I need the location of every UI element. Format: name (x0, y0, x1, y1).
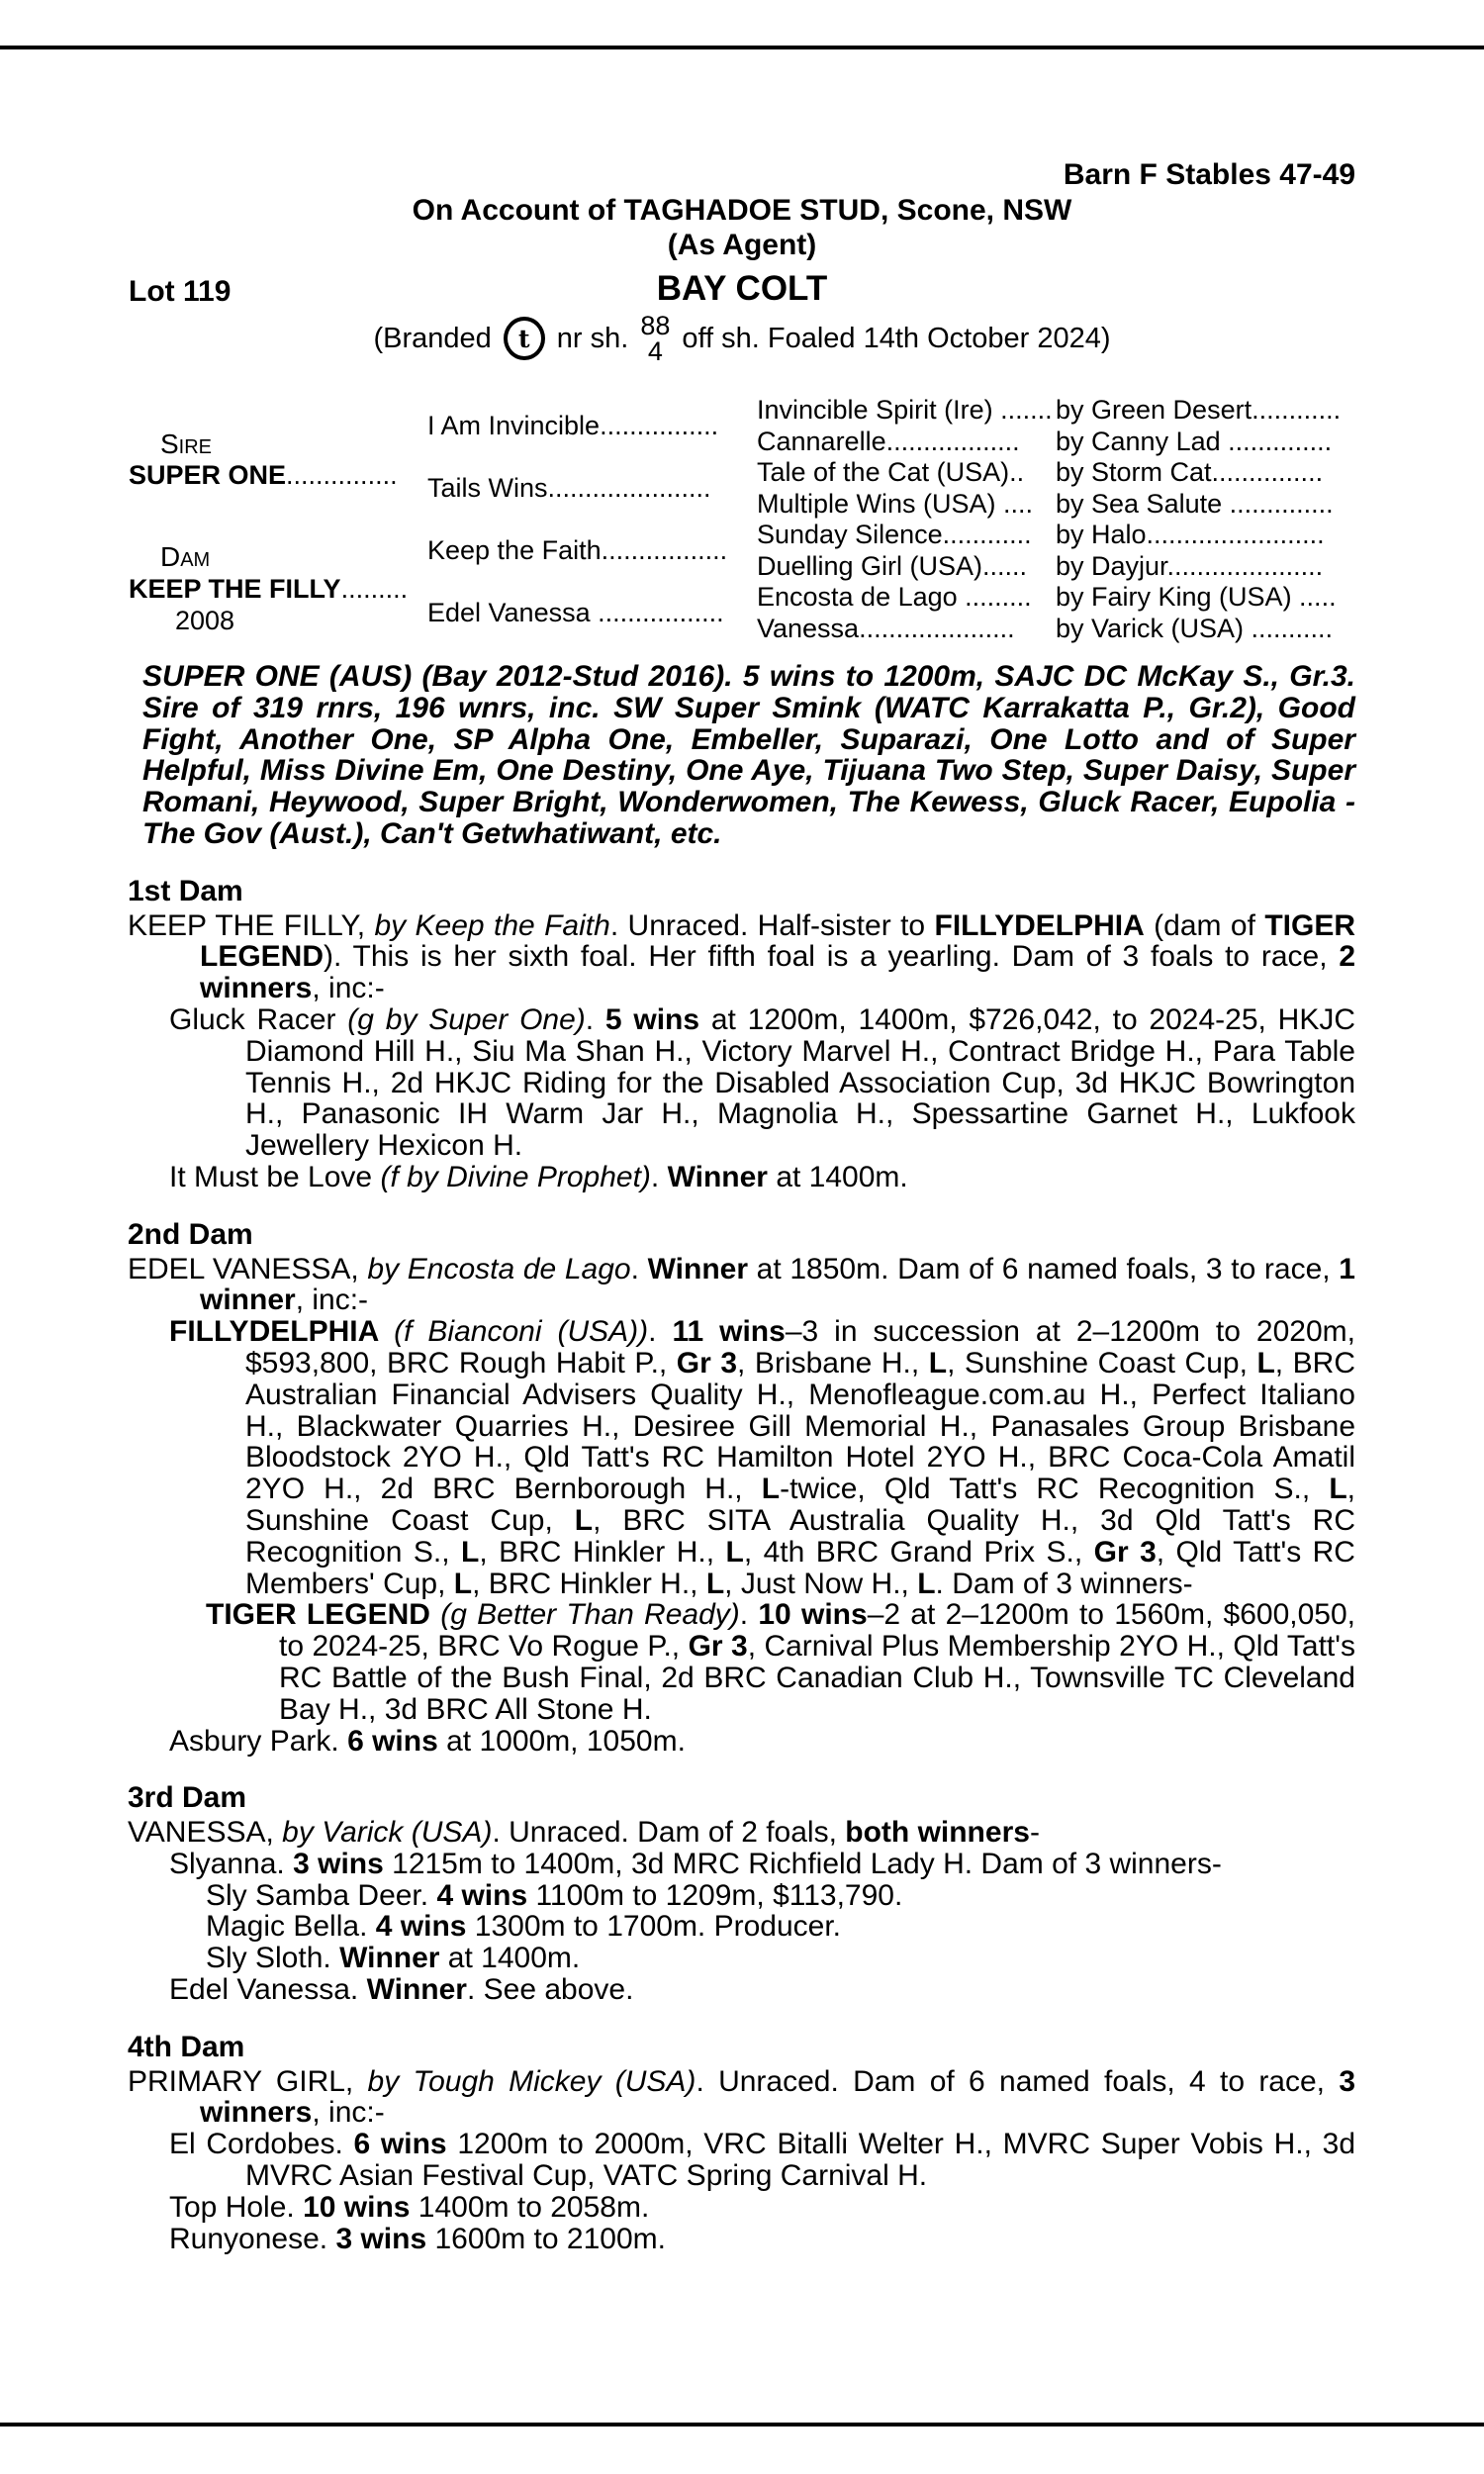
dam-name (129, 574, 408, 605)
text-segment: FILLYDELPHIA (934, 908, 1145, 942)
text-segment: VANESSA, (128, 1816, 283, 1850)
text-segment: Winner (647, 1252, 749, 1285)
pedigree-cell: I Am Invincible................ (427, 411, 719, 440)
text-segment: Edel Vanessa. (169, 1973, 367, 2007)
progeny-paragraph (128, 1911, 1355, 1943)
brand-line-suffix: off sh. Foaled 14th October 2024) (682, 322, 1111, 354)
pedigree-table (128, 391, 1355, 658)
consignor-line: On Account of TAGHADOE STUD, Scone, NSW (412, 194, 1072, 227)
progeny-paragraph (128, 1849, 1355, 1880)
pedigree-cell: by Dayjur..................... (1056, 551, 1324, 581)
pedigree-cell: Tale of the Cat (USA).. (757, 457, 1025, 487)
text-segment: (f Bianconi (USA)) (394, 1315, 649, 1349)
text-segment: . (630, 1252, 648, 1285)
text-segment: by Tough Mickey (USA) (367, 2064, 696, 2098)
text-segment: Sly Samba Deer. (206, 1878, 437, 1912)
dam-section-heading: 2nd Dam (128, 1217, 253, 1251)
pedigree-cell: Cannarelle.................. (757, 427, 1020, 456)
text-segment: L (574, 1503, 594, 1537)
text-segment: at 1000m, 1050m. (437, 1724, 686, 1758)
text-segment: L (461, 1535, 480, 1569)
text-segment: PRIMARY GIRL, (128, 2064, 368, 2098)
text-segment: FILLYDELPHIA (169, 1315, 395, 1349)
text-segment: TIGER LEGEND (200, 908, 1356, 974)
brand-line (0, 313, 1484, 364)
text-segment: Winner (339, 1942, 440, 1975)
text-segment: 1200m to 2000m, VRC Bitalli Welter H., MVRC Super Vobis H., 3d MVRC Asian Festival Cup, VATC Spring Carnival H. (245, 2128, 1356, 2193)
text-segment: -twice, Qld Tatt's RC Recognition S., (780, 1473, 1330, 1506)
catalog-body (128, 661, 1355, 2254)
text-segment: , 4th BRC Grand Prix S., (743, 1535, 1094, 1569)
text-segment: L (917, 1567, 936, 1600)
sire-label: Sire (160, 428, 213, 459)
progeny-paragraph (128, 1004, 1355, 1162)
progeny-paragraph (128, 1974, 1355, 2006)
text-segment: , inc:- (312, 2096, 385, 2130)
progeny-paragraph (128, 1254, 1355, 1317)
brand-line-near-side: nr sh. (556, 322, 629, 354)
text-segment: , Qld Tatt's RC Members' Cup, (245, 1535, 1355, 1600)
dam-label: Dam (160, 541, 211, 572)
text-segment: 4 wins (375, 1910, 467, 1944)
pedigree-cell: Vanessa..................... (757, 614, 1015, 643)
text-segment: , Sunshine Coast Cup, (245, 1473, 1355, 1537)
dam-section-heading: 4th Dam (128, 2030, 245, 2063)
pedigree-cell: Invincible Spirit (Ire) ....... (757, 395, 1053, 425)
pedigree-cell: by Halo........................ (1056, 520, 1325, 549)
text-segment: ). This is her sixth foal. Her fifth foal is a yearling. Dam of 3 foals to race, (324, 940, 1340, 974)
text-segment: . See above. (466, 1973, 634, 2007)
brand-icon (504, 317, 545, 360)
text-segment: 10 wins (303, 2190, 411, 2224)
text-segment: at 1400m. (439, 1942, 581, 1975)
text-segment: by Encosta de Lago (367, 1252, 631, 1285)
progeny-paragraph (128, 1726, 1355, 1758)
text-segment: 3 wins (293, 1847, 384, 1880)
text-segment: (dam of (1144, 908, 1265, 942)
sire-name-text: SUPER ONE (129, 460, 287, 490)
text-segment: 3 winners (200, 2064, 1355, 2130)
text-segment: It Must be Love (169, 1160, 381, 1193)
lot-number: Lot 119 (129, 275, 232, 308)
text-segment: , BRC Hinkler H., (479, 1535, 726, 1569)
pedigree-cell: Keep the Faith................. (427, 535, 728, 565)
text-segment: TIGER LEGEND (206, 1598, 441, 1632)
pedigree-cell: Edel Vanessa ................. (427, 598, 724, 627)
text-segment: Gr 3 (1093, 1535, 1157, 1569)
progeny-paragraph (128, 1162, 1355, 1193)
text-segment: 5 wins (604, 1002, 700, 1036)
text-segment: Sly Sloth. (206, 1942, 340, 1975)
text-segment: Runyonese. (169, 2222, 336, 2255)
text-segment: 10 wins (758, 1598, 868, 1632)
text-segment: - (1029, 1816, 1040, 1850)
text-segment: (g Better Than Ready) (440, 1598, 740, 1632)
text-segment: 4 wins (436, 1878, 528, 1912)
text-segment: . Unraced. Dam of 6 named foals, 4 to race, (696, 2064, 1340, 2098)
text-segment: at 1850m. Dam of 6 named foals, 3 to race, (748, 1252, 1340, 1285)
dam-section-heading: 3rd Dam (128, 1781, 247, 1815)
text-segment: Slyanna. (169, 1847, 294, 1880)
sire-name-dots: ............... (286, 460, 398, 490)
pedigree-cell: Duelling Girl (USA)...... (757, 551, 1028, 581)
text-segment: (f by Divine Prophet) (380, 1160, 651, 1193)
text-segment: 1100m to 1209m, $113,790. (527, 1878, 903, 1912)
progeny-paragraph (128, 1316, 1355, 1599)
text-segment: by Keep the Faith (374, 908, 610, 942)
text-segment: , inc:- (295, 1284, 369, 1317)
progeny-paragraph (128, 1943, 1355, 1974)
text-segment: at 1400m. (767, 1160, 908, 1193)
brand-glyph: t (518, 324, 530, 353)
text-segment: 1300m to 1700m. Producer. (466, 1910, 842, 1944)
text-segment: Top Hole. (169, 2190, 304, 2224)
dam-section-heading: 1st Dam (128, 874, 243, 907)
text-segment: , Just Now H., (724, 1567, 918, 1600)
text-segment: , BRC SITA Australia Quality H., 3d Qld Tatt's RC Recognition S., (245, 1503, 1356, 1569)
pedigree-cell: by Sea Salute .............. (1056, 489, 1334, 519)
text-segment: . (648, 1315, 673, 1349)
bottom-rule (0, 2423, 1484, 2426)
text-segment: El Cordobes. (169, 2128, 354, 2161)
text-segment: Gr 3 (676, 1346, 738, 1380)
text-segment: L (705, 1567, 725, 1600)
text-segment: . Unraced. Half-sister to (609, 908, 935, 942)
pedigree-cell: Sunday Silence............ (757, 520, 1032, 549)
text-segment: . Unraced. Dam of 2 foals, (492, 1816, 846, 1850)
text-segment: SUPER ONE (AUS) (Bay 2012-Stud 2016). 5 wins to 1200m, SAJC DC McKay S., Gr.3. Sire of 319 rnrs, 196 wnrs, inc. SW Super Smink (WATC Karrakatta P., Gr.2), Good Fight, Another One, SP Alpha One, Embeller, Suparazi, One Lotto and of Super Helpful, Miss Divine Em, One Destiny, One Aye, Tijuana Two Step, Super Daisy, Super Romani, Heywood, Super Bright, Wonderwomen, The Kewess, Gluck Racer, Eupolia - The Gov (Aust.), Can't Getwhatiwant, etc. (142, 660, 1355, 850)
text-segment: . Dam of 3 winners- (935, 1567, 1193, 1600)
text-segment: (g by Super One) (347, 1002, 586, 1036)
progeny-paragraph (128, 1880, 1355, 1912)
text-segment: 1 winner (200, 1252, 1355, 1317)
sire-name (129, 460, 398, 491)
pedigree-cell: by Fairy King (USA) ..... (1056, 582, 1337, 612)
text-segment: –3 in succession at 2–1200m to 2020m, $593,800, BRC Rough Habit P., (245, 1315, 1355, 1380)
text-segment: Winner (366, 1973, 467, 2007)
text-segment: 3 wins (335, 2222, 427, 2255)
text-segment: L (1256, 1346, 1275, 1380)
text-segment: 6 wins (347, 1724, 438, 1758)
dam-sections (128, 876, 1355, 2255)
text-segment: Magic Bella. (206, 1910, 376, 1944)
text-segment: 11 wins (672, 1315, 786, 1349)
pedigree-cell: by Varick (USA) ........... (1056, 614, 1334, 643)
progeny-paragraph (128, 1817, 1355, 1849)
text-segment: 6 wins (353, 2128, 447, 2161)
text-segment: . (739, 1598, 759, 1632)
text-segment: both winners (845, 1816, 1030, 1850)
text-segment: . (650, 1160, 668, 1193)
text-segment: L (928, 1346, 948, 1380)
brand-number-top: 88 (640, 311, 671, 340)
text-segment: 1400m to 2058m. (410, 2190, 650, 2224)
horse-title: BAY COLT (656, 269, 828, 308)
text-segment: L (725, 1535, 744, 1569)
text-segment: L (761, 1473, 781, 1506)
progeny-paragraph (128, 910, 1355, 1004)
dam-year: 2008 (175, 606, 235, 635)
text-segment: KEEP THE FILLY, (128, 908, 375, 942)
text-segment: L (453, 1567, 473, 1600)
text-segment: 2 winners (200, 940, 1355, 1005)
agent-line: (As Agent) (667, 229, 817, 261)
dam-name-dots: ......... (340, 574, 409, 604)
progeny-paragraph (128, 2066, 1355, 2130)
brand-line-prefix: (Branded (373, 322, 492, 354)
brand-number-bottom: 4 (647, 336, 663, 366)
text-segment: Gluck Racer (169, 1002, 348, 1036)
text-segment: . (585, 1002, 605, 1036)
text-segment: at 1200m, 1400m, $726,042, to 2024-25, HKJC Diamond Hill H., Siu Ma Shan H., Victory Marvel H., Contract Bridge H., Para Table Tennis H., 2d HKJC Riding for the Disabled Association Cup, 3d HKJC Bowrington H., Panasonic IH Warm Jar H., Magnolia H., Spessartine Garnet H., Lukfook Jewellery Hexicon H. (245, 1002, 1355, 1163)
barn-label: Barn F Stables 47-49 (1063, 158, 1355, 191)
text-segment: EDEL VANESSA, (128, 1252, 368, 1285)
text-segment: , BRC Australian Financial Advisers Quality H., Menofleague.com.au H., Perfect Italiano H., Blackwater Quarries H., Desiree Gill Memorial H., Panasales Group Brisbane Bloodstock 2YO H., Qld Tatt's RC Hamilton Hotel 2YO H., BRC Coca-Cola Amatil 2YO H., 2d BRC Bernborough H., (245, 1346, 1356, 1506)
pedigree-cell: Multiple Wins (USA) .... (757, 489, 1034, 519)
text-segment: , Carnival Plus Membership 2YO H., Qld Tatt's RC Battle of the Bush Final, 2d BRC Canadian Club H., Townsville TC Cleveland Bay H., 3d BRC All Stone H. (279, 1630, 1355, 1726)
progeny-paragraph (128, 1599, 1355, 1725)
text-segment: 1600m to 2100m. (426, 2222, 666, 2255)
text-segment: 1215m to 1400m, 3d MRC Richfield Lady H. Dam of 3 winners- (383, 1847, 1222, 1880)
brand-numbers (640, 313, 670, 364)
text-segment: , BRC Hinkler H., (472, 1567, 706, 1600)
pedigree-cell: by Storm Cat............... (1056, 457, 1324, 487)
text-segment: Gr 3 (688, 1630, 748, 1664)
top-rule (0, 46, 1484, 49)
progeny-paragraph (128, 2192, 1355, 2224)
pedigree-cell: Encosta de Lago ......... (757, 582, 1032, 612)
pedigree-cell: by Green Desert............ (1056, 395, 1342, 425)
text-segment: by Varick (USA) (282, 1816, 493, 1850)
sire-summary (128, 661, 1355, 850)
text-segment: Winner (667, 1160, 768, 1193)
text-segment: , Sunshine Coast Cup, (947, 1346, 1257, 1380)
text-segment: –2 at 2–1200m to 1560m, $600,050, to 2024-25, BRC Vo Rogue P., (279, 1598, 1355, 1664)
text-segment: L (1329, 1473, 1347, 1506)
progeny-paragraph (128, 2224, 1355, 2255)
text-segment: , Brisbane H., (737, 1346, 929, 1380)
pedigree-cell: Tails Wins...................... (427, 473, 711, 503)
text-segment: , inc:- (312, 972, 385, 1005)
pedigree-cell: by Canny Lad .............. (1056, 427, 1333, 456)
progeny-paragraph (128, 2129, 1355, 2192)
text-segment: Asbury Park. (169, 1724, 348, 1758)
dam-name-text: KEEP THE FILLY (129, 574, 341, 604)
